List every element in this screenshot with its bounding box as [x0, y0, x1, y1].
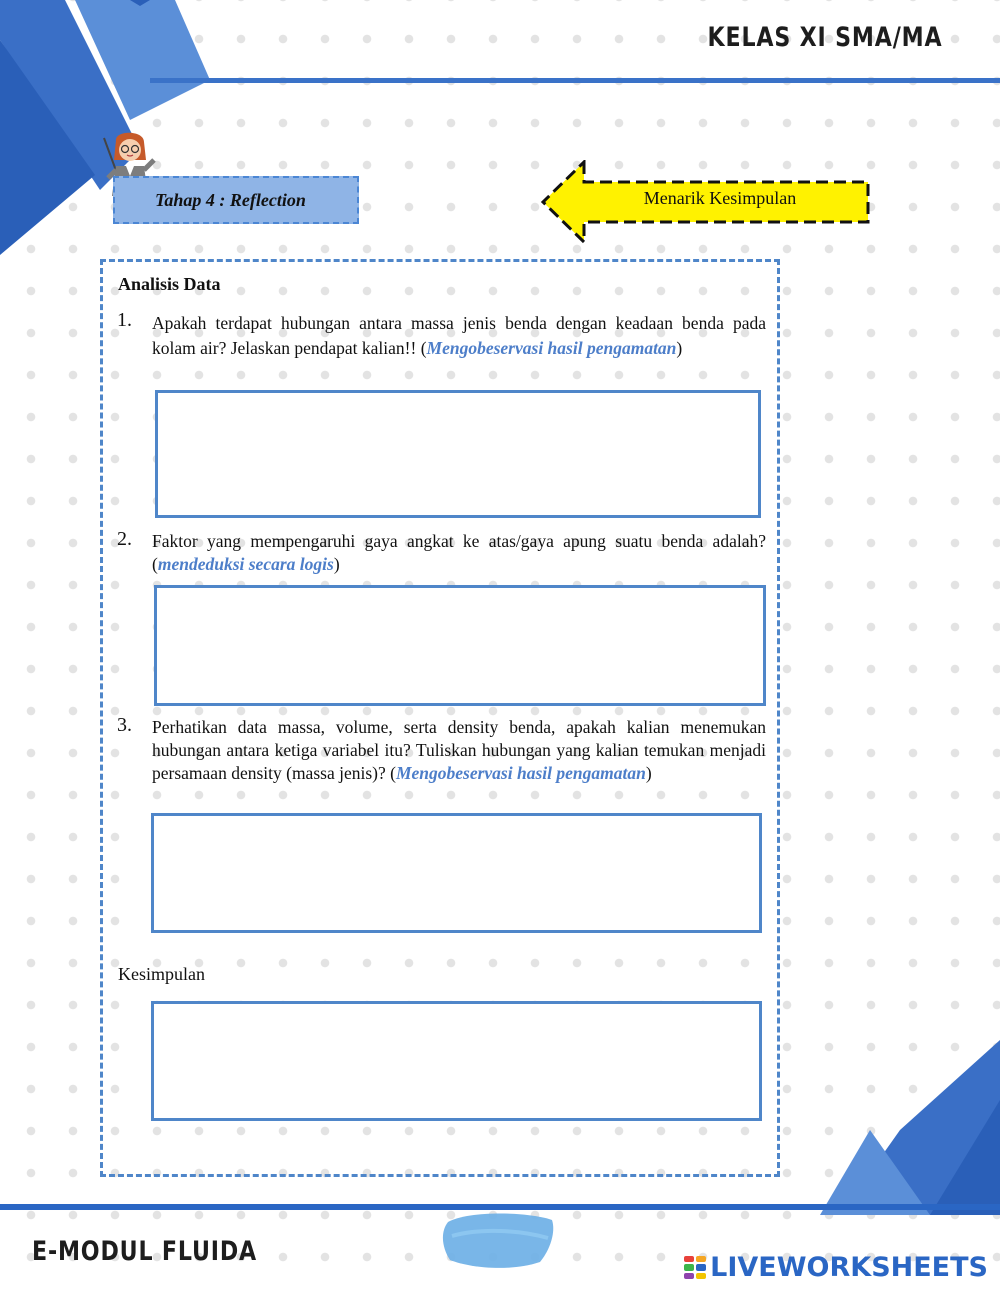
callout-label: Menarik Kesimpulan	[643, 188, 797, 208]
class-label: KELAS XI SMA/MA	[707, 22, 942, 53]
question-1-skill: Mengobeservasi hasil pengamatan	[426, 338, 677, 358]
module-title: E-MODUL FLUIDA	[32, 1236, 258, 1267]
question-3-skill: Mengobeservasi hasil pengamatan	[395, 763, 646, 783]
question-3-number: 3.	[117, 714, 132, 736]
question-1-close: )	[676, 338, 683, 358]
answer-1-input[interactable]	[155, 390, 761, 518]
conclusion-label: Kesimpulan	[118, 964, 205, 984]
question-2-skill: mendeduksi secara logis	[157, 554, 334, 574]
section-title: Analisis Data	[118, 274, 221, 294]
question-1-number: 1.	[117, 309, 132, 331]
question-1-body: Apakah terdapat hubungan antara massa jenis benda dengan keadaan benda pada kolam air? Jelaskan pendapat kalian!! (	[152, 313, 766, 358]
question-2-close: )	[333, 554, 340, 574]
stage-label: Tahap 4 : Reflection	[113, 176, 359, 224]
liveworksheets-logo-icon	[684, 1256, 706, 1280]
question-2-body: Faktor yang mempengaruhi gaya angkat ke atas/gaya apung suatu benda adalah? (	[152, 531, 766, 574]
question-3-close: )	[645, 763, 652, 783]
question-2-number: 2.	[117, 528, 132, 550]
question-1-text	[152, 311, 766, 361]
question-3-text	[152, 716, 766, 785]
answer-2-input[interactable]	[154, 585, 766, 706]
answer-3-input[interactable]	[151, 813, 762, 933]
conclusion-input[interactable]	[151, 1001, 762, 1121]
brand-name: LIVEWORKSHEETS	[710, 1252, 988, 1283]
brand-logo	[684, 1252, 988, 1283]
question-2-text	[152, 530, 766, 576]
question-3-body: Perhatikan data massa, volume, serta density benda, apakah kalian menemukan hubungan antara ketiga variabel itu? Tuliskan hubungan yang kalian temukan menjadi persamaan density (massa jenis)? (	[152, 717, 766, 783]
